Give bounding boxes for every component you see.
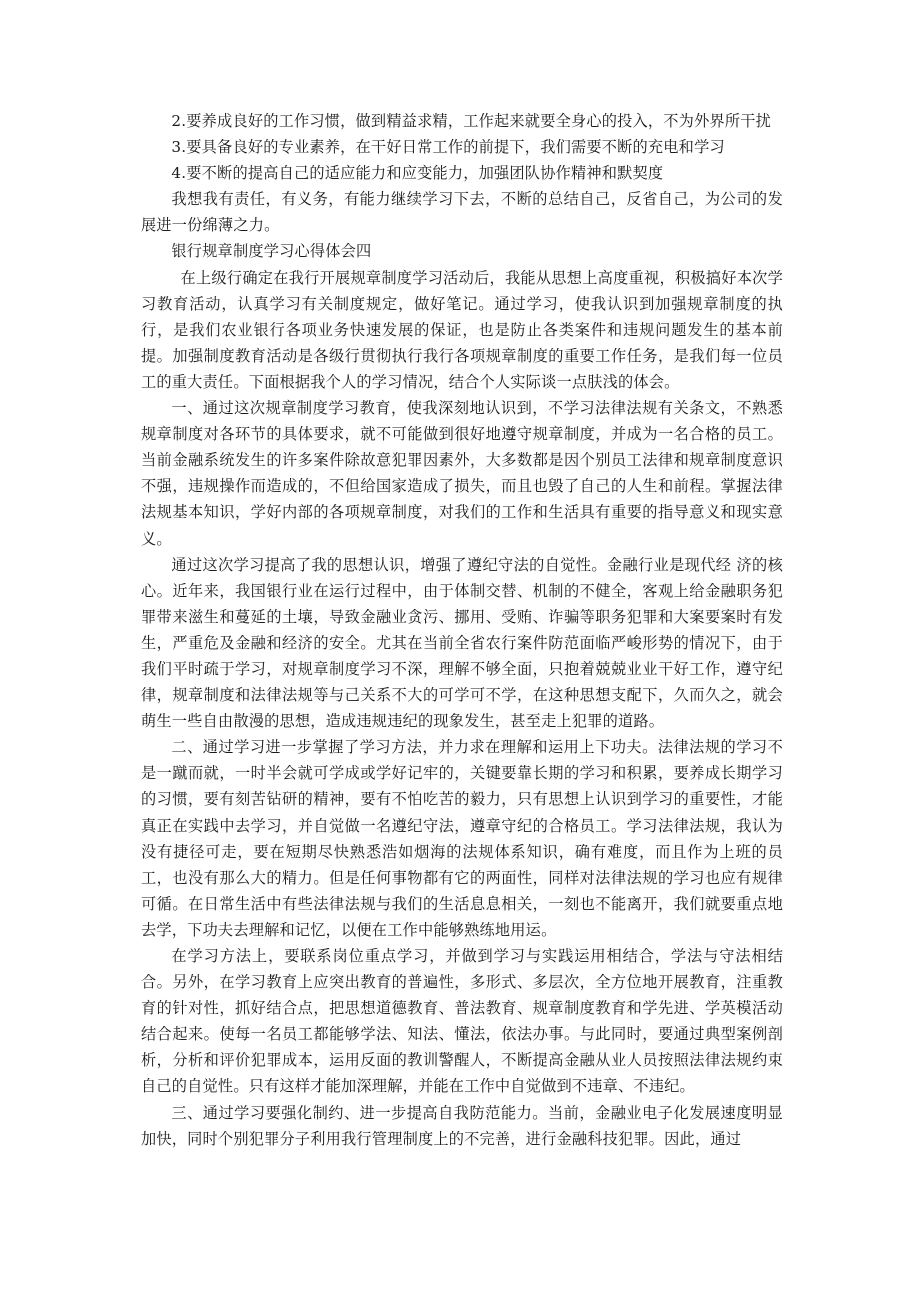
paragraph-item-3: 3.要具备良好的专业素养，在干好日常工作的前提下，我们需要不断的充电和学习 [171,138,725,157]
paragraph-method: 在学习方法上，要联系岗位重点学习，并做到学习与实践运用相结合，学法与守法相结合。另外，在学习教育上应突出教育的普遍性，多形式、多层次，全方位地开展教育，注重教育的针对性，抓好结合点，把思想道德教育、普法教育、规章制度教育和学先进、学英模活动结合起来。使每一名员工都能够学法、知法、懂法，依法办事。与此同时，要通过典型案例剖析，分析和评价犯罪成本，运用反面的教训警醒人，不断提高金融从业人员按照法律法规约束自己的自觉性。只有这样才能加深理解，并能在工作中自觉做到不违章、不违纪。 [141,947,783,1096]
section-heading: 银行规章制度学习心得体会四 [171,242,372,261]
paragraph-point-one: 一、通过这次规章制度学习教育，使我深刻地认识到，不学习法律法规有关条文，不熟悉规章制度对各环节的具体要求，就不可能做到很好地遵守规章制度，并成为一名合格的员工。当前金融系统发生的许多案件除故意犯罪因素外，大多数都是因个别员工法律和规章制度意识不强，违规操作而造成的，不但给国家造成了损失，而且也毁了自己的人生和前程。掌握法律法规基本知识，学好内部的各项规章制度，对我们的工作和生活具有重要的指导意义和现实意义。 [141,399,783,548]
paragraph-item-2: 2.要养成良好的工作习惯，做到精益求精，工作起来就要全身心的投入，不为外界所干扰 [171,112,772,130]
document-page [141,108,783,1152]
paragraph-intro: 在上级行确定在我行开展规章制度学习活动后，我能从思想上高度重视，积极搞好本次学习教育活动，认真学习有关制度规定，做好笔记。通过学习，使我认识到加强规章制度的执行，是我们农业银行各项业务快速发展的保证，也是防止各类案件和违规问题发生的基本前提。加强制度教育活动是各级行贯彻执行我行各项规章制度的重要工作任务，是我们每一位员工的重大责任。下面根据我个人的学习情况，结合个人实际谈一点肤浅的体会。 [141,268,783,391]
paragraph-point-two: 二、通过学习进一步掌握了学习方法，并力求在理解和运用上下功夫。法律法规的学习不是一蹴而就，一时半会就可学成或学好记牢的，关键要靠长期的学习和积累，要养成长期学习的习惯，要有刻苦钻研的精神，要有不怕吃苦的毅力，只有思想上认识到学习的重要性，才能真正在实践中去学习，并自觉做一名遵纪守法，遵章守纪的合格员工。学习法律法规，我认为没有捷径可走，要在短期尽快熟悉浩如烟海的法规体系知识，确有难度，而且作为上班的员工，也没有那么大的精力。但是任何事物都有它的两面性，同样对法律法规的学习也应有规律可循。在日常生活中有些法律法规与我们的生活息息相关，一刻也不能离开，我们就要重点地去学，下功夫去理解和记忆，以便在工作中能够熟练地用运。 [141,738,783,939]
paragraph-item-4: 4.要不断的提高自己的适应能力和应变能力，加强团队协作精神和默契度 [171,164,664,183]
paragraph-awareness: 通过这次学习提高了我的思想认识，增强了遵纪守法的自觉性。金融行业是现代经 济的核心。近年来，我国银行业在运行过程中，由于体制交替、机制的不健全，客观上给金融职务犯罪带来滋生和蔓延的土壤，导致金融业贪污、挪用、受贿、诈骗等职务犯罪和大案要案时有发生，严重危及金融和经济的安全。尤其在当前全省农行案件防范面临严峻形势的情况下，由于我们平时疏于学习，对规章制度学习不深，理解不够全面，只抱着兢兢业业干好工作，遵守纪律，规章制度和法律法规等与己关系不大的可学可不学，在这种思想支配下，久而久之，就会萌生一些自由散漫的思想，造成违规违纪的现象发生，甚至走上犯罪的道路。 [141,555,783,731]
paragraph-point-three: 三、通过学习要强化制约、进一步提高自我防范能力。当前，金融业电子化发展速度明显加快，同时个别犯罪分子利用我行管理制度上的不完善，进行金融科技犯罪。因此，通过 [141,1103,783,1148]
paragraph-conclusion: 我想我有责任，有义务，有能力继续学习下去，不断的总结自己，反省自己，为公司的发展进一份绵薄之力。 [141,190,783,235]
